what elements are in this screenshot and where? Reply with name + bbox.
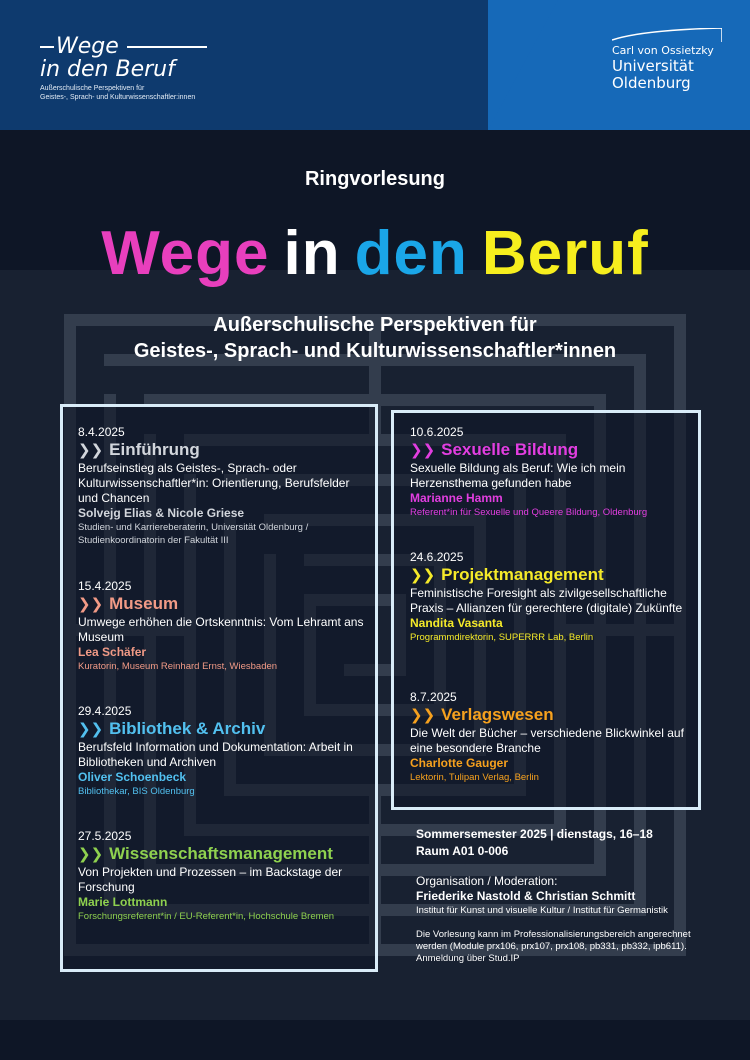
- lecture-affiliation: Bibliothekar, BIS Oldenburg: [78, 786, 195, 797]
- university-arc-icon: [612, 28, 722, 42]
- lecture-speaker: Solvejg Elias & Nicole Griese: [78, 506, 245, 520]
- lecture-affiliation: Studien- und Karriereberaterin, Universität Oldenburg / Studienkoordinatorin der Fakultät III: [78, 522, 309, 546]
- organizer-names: Friederike Nastold & Christian Schmitt: [416, 889, 636, 903]
- logo-subtitle-1: Außerschulische Perspektiven für: [40, 85, 145, 92]
- lecture-title-text: Museum: [109, 594, 179, 613]
- lecture-description: Berufseinstieg als Geistes-, Sprach- oder Kulturwissenschaftler*in: Orientierung, Berufsfelder und Chancen: [78, 461, 350, 505]
- title-word: Beruf: [481, 219, 649, 288]
- kicker: Ringvorlesung: [304, 168, 445, 190]
- lecture-speaker: Marie Lottmann: [78, 895, 168, 909]
- lecture-speaker: Charlotte Gauger: [410, 756, 509, 770]
- lecture-description: Feministische Foresight als zivilgesellschaftliche Praxis – Allianzen für gerechtere (digitale) Zukünfte: [410, 586, 683, 615]
- lecture-entry: [410, 689, 700, 784]
- university-name-3: Oldenburg: [612, 74, 691, 92]
- lecture-entry: [78, 703, 368, 798]
- lecture-title-text: Einführung: [109, 440, 200, 459]
- subtitle-line-2: Geistes-, Sprach- und Kulturwissenschaftler*innen: [133, 340, 617, 362]
- lecture-speaker: Lea Schäfer: [78, 645, 147, 659]
- lecture-title: [78, 594, 368, 614]
- organization-label: Organisation / Moderation:: [416, 874, 558, 888]
- lecture-title: [78, 440, 368, 460]
- double-chevron-icon: ❯❯: [410, 566, 436, 584]
- lecture-entry: [410, 549, 700, 644]
- page-subtitle: [0, 312, 750, 364]
- university-name-1: Carl von Ossietzky: [612, 44, 714, 57]
- lecture-date: 10.6.2025: [410, 425, 464, 439]
- lecture-date: 29.4.2025: [78, 704, 132, 718]
- lecture-date: 8.7.2025: [410, 690, 457, 704]
- lecture-date: 27.5.2025: [78, 829, 132, 843]
- lecture-speaker: Marianne Hamm: [410, 491, 503, 505]
- lecture-title-text: Wissenschaftsmanagement: [109, 844, 333, 863]
- lecture-date: 24.6.2025: [410, 550, 464, 564]
- header-banner: [0, 0, 750, 130]
- double-chevron-icon: ❯❯: [410, 441, 436, 459]
- lecture-speaker: Oliver Schoenbeck: [78, 770, 187, 784]
- lecture-entry: [78, 424, 368, 547]
- double-chevron-icon: ❯❯: [78, 441, 104, 459]
- course-info: [416, 826, 706, 965]
- lecture-entry: [78, 578, 368, 673]
- lecture-affiliation: Programmdirektorin, SUPERRR Lab, Berlin: [410, 632, 594, 643]
- double-chevron-icon: ❯❯: [410, 706, 436, 724]
- lecture-speaker: Nandita Vasanta: [410, 616, 503, 630]
- semester-line: Sommersemester 2025 | dienstags, 16–18: [416, 827, 653, 841]
- lecture-affiliation: Referent*in für Sexuelle und Queere Bildung, Oldenburg: [410, 507, 648, 518]
- double-chevron-icon: ❯❯: [78, 845, 104, 863]
- page-title: [0, 218, 750, 289]
- lecture-date: 8.4.2025: [78, 425, 125, 439]
- university-logo: [612, 38, 714, 92]
- lecture-title-text: Bibliothek & Archiv: [109, 719, 266, 738]
- lecture-entry: [78, 828, 368, 923]
- lecture-title: [410, 440, 700, 460]
- lecture-title: [78, 844, 368, 864]
- lecture-entry: [410, 424, 700, 519]
- university-name-2: Universität: [612, 57, 694, 75]
- lecture-title: [410, 565, 700, 585]
- credit-note: Die Vorlesung kann im Professionalisierungsbereich angerechnet werden (Module prx106, prx107, prx108, pb331, pb332, ipb611). Anmeldung über Stud.IP: [416, 929, 691, 964]
- lecture-date: 15.4.2025: [78, 579, 132, 593]
- lecture-description: Sexuelle Bildung als Beruf: Wie ich mein Herzensthema gefunden habe: [410, 461, 626, 490]
- logo-subtitle-2: Geistes-, Sprach- und Kulturwissenschaftler:innen: [40, 94, 196, 101]
- subtitle-line-1: Außerschulische Perspektiven für: [213, 314, 537, 336]
- lecture-affiliation: Kuratorin, Museum Reinhard Ernst, Wiesbaden: [78, 661, 278, 672]
- title-word: Wege: [101, 219, 270, 288]
- lecture-title: [78, 719, 368, 739]
- logo-word-rest: in den Beruf: [40, 57, 175, 82]
- logo-word-wege: Wege: [56, 34, 119, 59]
- room-line: Raum A01 0-006: [416, 844, 509, 858]
- lecture-description: Berufsfeld Information und Dokumentation: Arbeit in Bibliotheken und Archiven: [78, 740, 353, 769]
- lecture-description: Von Projekten und Prozessen – im Backstage der Forschung: [78, 865, 343, 894]
- double-chevron-icon: ❯❯: [78, 595, 104, 613]
- lecture-affiliation: Forschungsreferent*in / EU-Referent*in, Hochschule Bremen: [78, 911, 335, 922]
- organizer-institutes: Institut für Kunst und visuelle Kultur / Institut für Germanistik: [416, 905, 668, 916]
- lecture-title-text: Verlagswesen: [441, 705, 554, 724]
- lecture-title: [410, 705, 700, 725]
- lecture-title-text: Projektmanagement: [441, 565, 604, 584]
- lecture-description: Die Welt der Bücher – verschiedene Blickwinkel auf eine besondere Branche: [410, 726, 684, 755]
- title-word: in: [283, 219, 341, 288]
- lecture-description: Umwege erhöhen die Ortskenntnis: Vom Lehramt ans Museum: [78, 615, 364, 644]
- lecture-affiliation: Lektorin, Tulipan Verlag, Berlin: [410, 772, 539, 783]
- lecture-title-text: Sexuelle Bildung: [441, 440, 579, 459]
- wege-logo: [40, 36, 220, 102]
- double-chevron-icon: ❯❯: [78, 720, 104, 738]
- title-word: den: [354, 219, 468, 288]
